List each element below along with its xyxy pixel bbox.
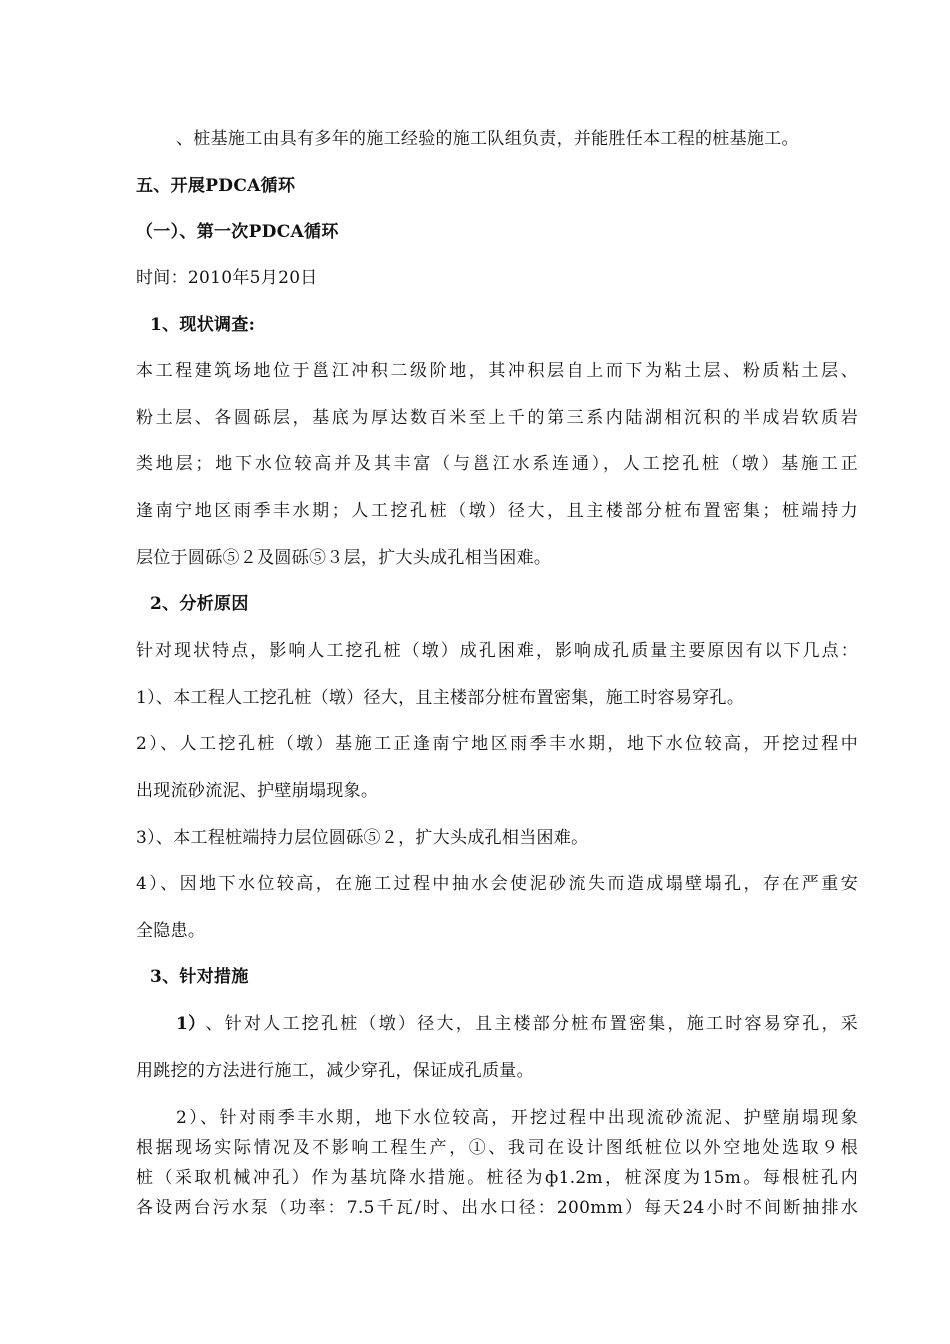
analysis-line: 针对现状特点，影响人工挖孔桩（墩）成孔困难，影响成孔质量主要原因有以下几点： <box>136 641 858 661</box>
survey-line: 逢南宁地区雨季丰水期；人工挖孔桩（墩）径大，且主楼部分桩布置密集；桩端持力 <box>136 501 858 521</box>
analysis-line: 1）、本工程人工挖孔桩（墩）径大，且主楼部分桩布置密集，施工时容易穿孔。 <box>136 688 745 708</box>
survey-heading: 1、现状调查: <box>150 315 256 335</box>
measure-item-1-line <box>176 1013 858 1035</box>
subsection-heading: （一）、第一次PDCA循环 <box>136 222 339 242</box>
measure-item-1-number: 1） <box>176 1014 206 1034</box>
analysis-line: 全隐患。 <box>136 921 206 941</box>
analysis-line: 4）、因地下水位较高，在施工过程中抽水会使泥砂流失而造成塌壁塌孔，存在严重安 <box>136 874 858 894</box>
measure-item-2-line: 2）、针对雨季丰水期，地下水位较高，开挖过程中出现流砂流泥、护壁崩塌现象 <box>176 1108 858 1128</box>
measures-heading: 3、针对措施 <box>150 967 249 987</box>
survey-line: 层位于圆砾⑤２及圆砾⑤３层，扩大头成孔相当困难。 <box>136 548 552 568</box>
survey-line: 本工程建筑场地位于邕江冲积二级阶地，其冲积层自上而下为粘土层、粉质粘土层、 <box>136 361 858 381</box>
section-heading: 五、开展PDCA循环 <box>136 176 296 196</box>
analysis-line: 出现流砂流泥、护壁崩塌现象。 <box>136 781 379 801</box>
measure-item-1-cont: 用跳挖的方法进行施工，减少穿孔，保证成孔质量。 <box>136 1061 534 1081</box>
analysis-heading: 2、分析原因 <box>150 594 249 614</box>
survey-line: 粉土层、各圆砾层，基底为厚达数百米至上千的第三系内陆湖相沉积的半成岩软质岩 <box>136 408 858 428</box>
time-line: 时间：2010年5月20日 <box>136 268 318 288</box>
measure-item-1-text: 、针对人工挖孔桩（墩）径大，且主楼部分桩布置密集，施工时容易穿孔，采 <box>205 1014 858 1034</box>
analysis-line: 2）、人工挖孔桩（墩）基施工正逢南宁地区雨季丰水期，地下水位较高，开挖过程中 <box>136 734 858 754</box>
measure-item-2-line: 根据现场实际情况及不影响工程生产，①、我司在设计图纸桩位以外空地处选取９根 <box>136 1138 858 1158</box>
intro-line: 、桩基施工由具有多年的施工经验的施工队组负责，并能胜任本工程的桩基施工。 <box>176 129 799 149</box>
measure-item-2-line: 各设两台污水泵（功率：7.5千瓦/时、出水口径：200mm）每天24小时不间断抽排水 <box>136 1198 858 1218</box>
survey-line: 类地层；地下水位较高并及其丰富（与邕江水系连通），人工挖孔桩（墩）基施工正 <box>136 454 858 474</box>
measure-item-2-line: 桩（采取机械冲孔）作为基坑降水措施。桩径为ф1.2m，桩深度为15m。每根桩孔内 <box>136 1168 858 1188</box>
analysis-line: 3）、本工程桩端持力层位圆砾⑤２，扩大头成孔相当困难。 <box>136 828 589 848</box>
